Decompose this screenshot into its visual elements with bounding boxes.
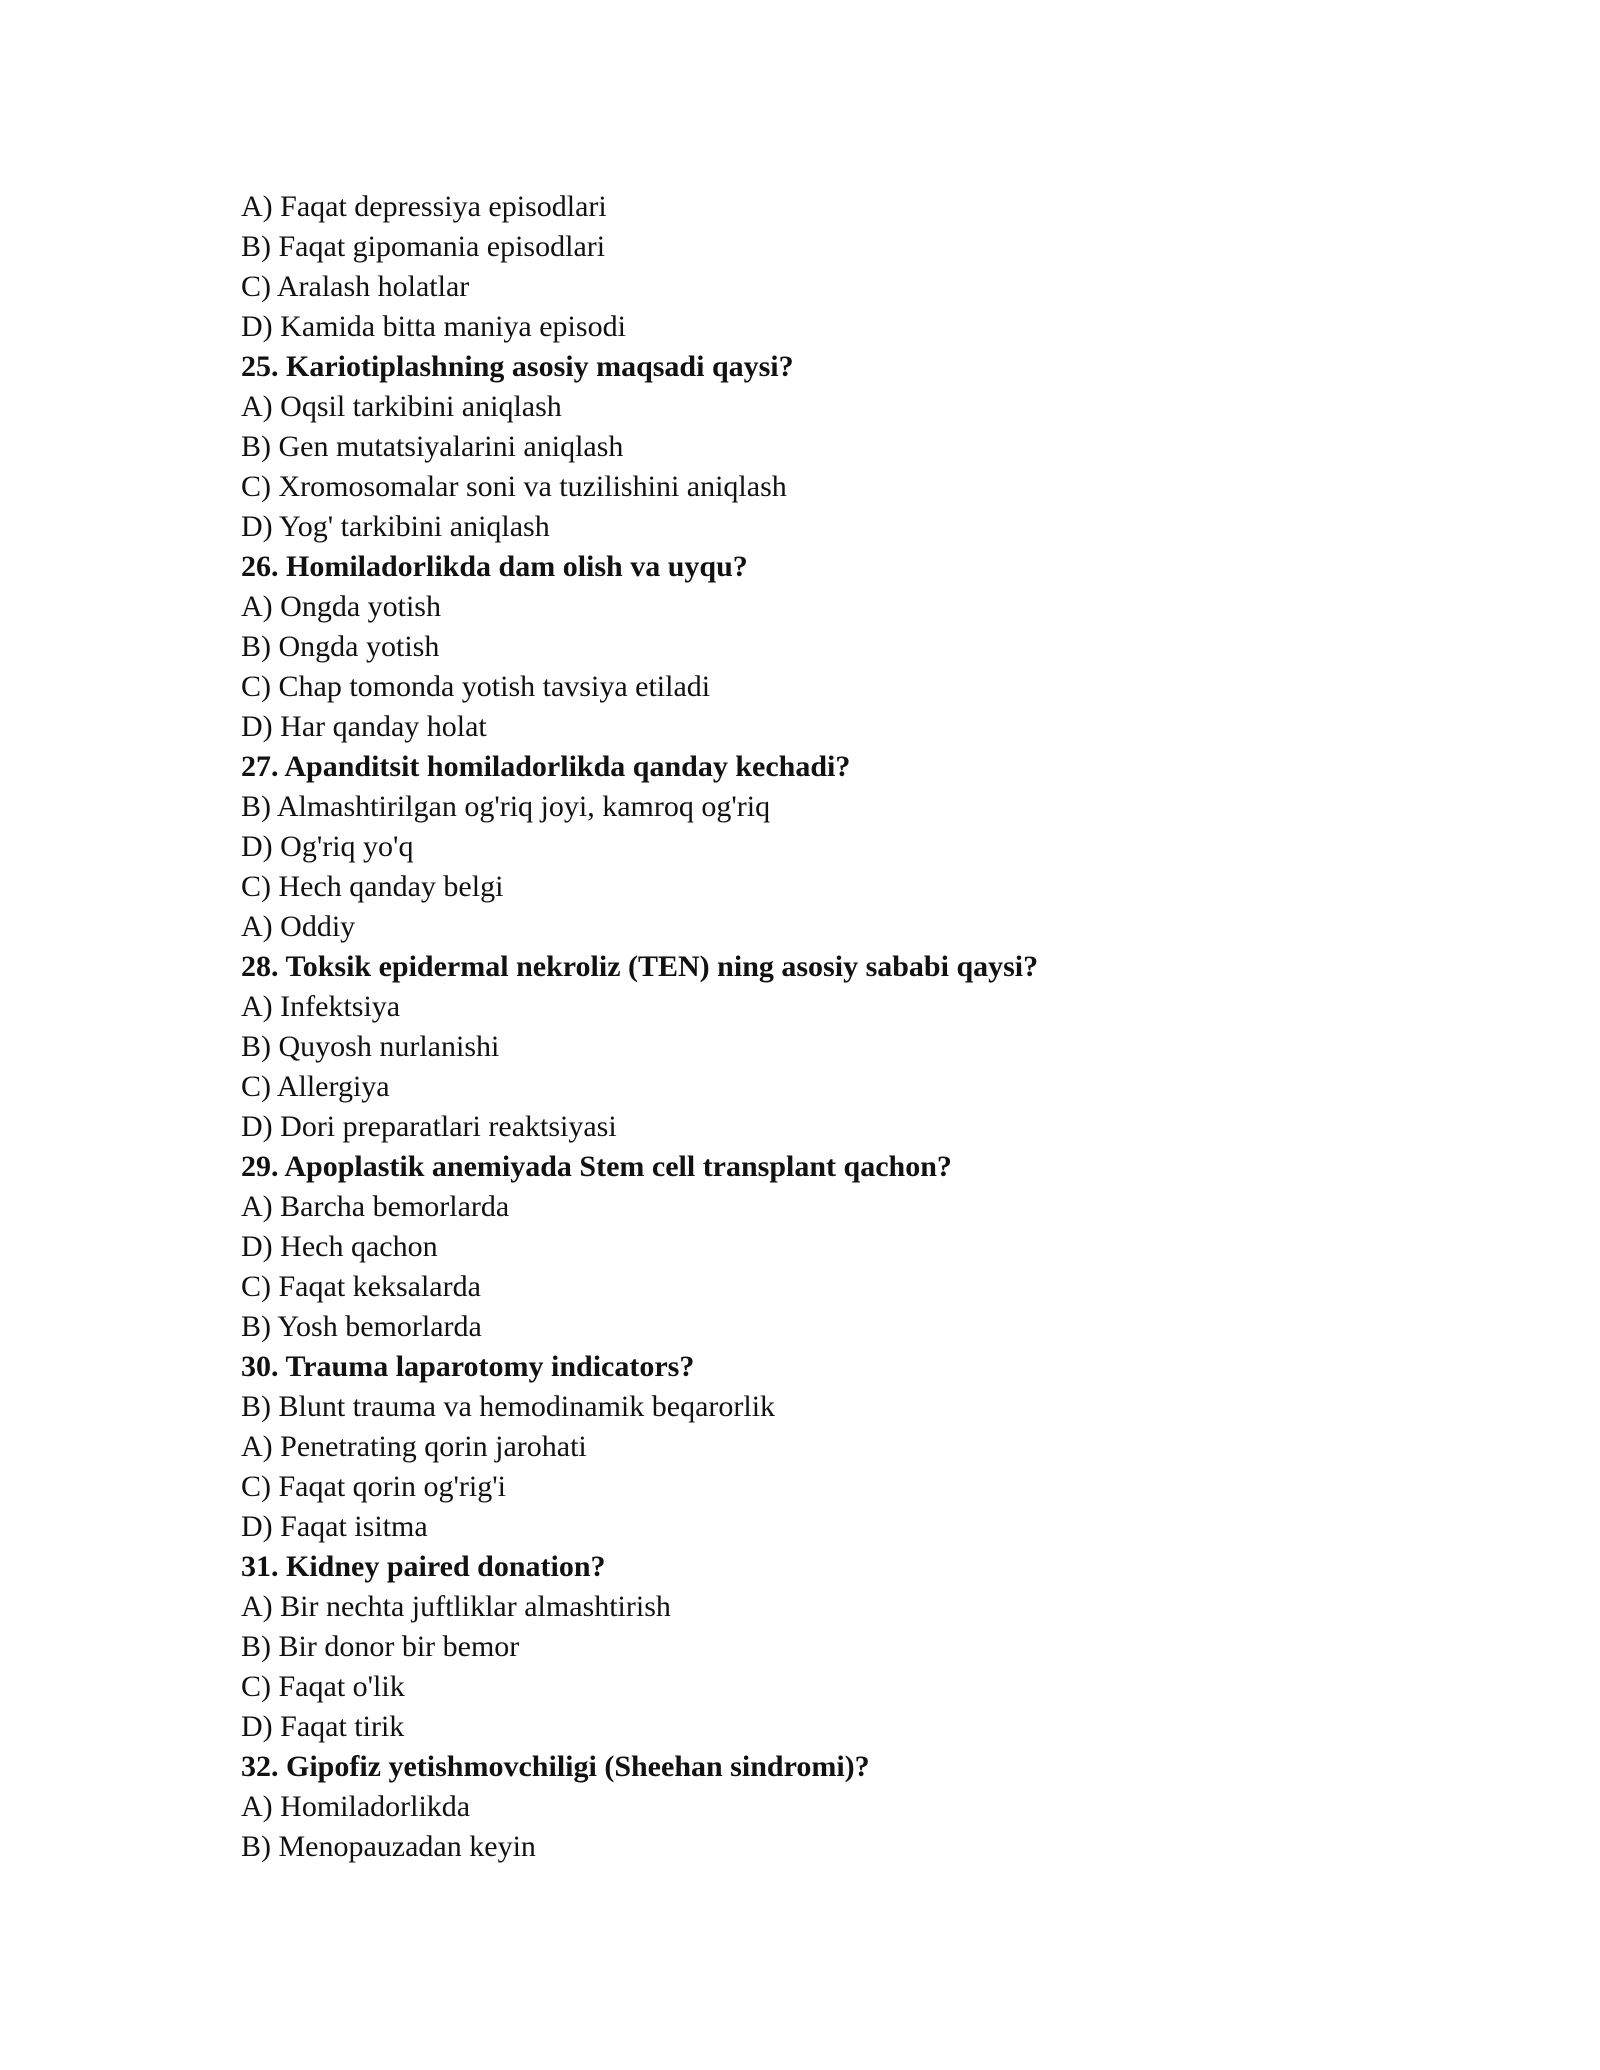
answer-option: B) Faqat gipomania episodlari — [241, 230, 606, 263]
answer-option: D) Hech qachon — [241, 1230, 438, 1263]
answer-option: D) Kamida bitta maniya episodi — [241, 310, 626, 343]
answer-option: B) Menopauzadan keyin — [241, 1830, 536, 1863]
question-title: 27. Apanditsit homiladorlikda qanday kechadi? — [241, 750, 851, 783]
question-block-28 — [241, 947, 1441, 1147]
answer-option: C) Allergiya — [241, 1070, 390, 1103]
question-block-32 — [241, 1747, 1441, 1867]
answer-option: B) Almashtirilgan og'riq joyi, kamroq og'riq — [241, 790, 771, 823]
answer-option: B) Yosh bemorlarda — [241, 1310, 482, 1343]
answer-option: A) Penetrating qorin jarohati — [241, 1430, 587, 1463]
answer-option: A) Bir nechta juftliklar almashtirish — [241, 1590, 671, 1623]
question-block-25 — [241, 347, 1441, 547]
answer-option: C) Hech qanday belgi — [241, 870, 504, 903]
question-block-31 — [241, 1547, 1441, 1747]
question-title: 28. Toksik epidermal nekroliz (TEN) ning asosiy sababi qaysi? — [241, 950, 1039, 983]
question-title: 31. Kidney paired donation? — [241, 1550, 606, 1583]
answer-option: D) Faqat tirik — [241, 1710, 405, 1743]
answer-option: C) Faqat o'lik — [241, 1670, 405, 1703]
answer-option: C) Chap tomonda yotish tavsiya etiladi — [241, 670, 711, 703]
answer-option: A) Ongda yotish — [241, 590, 441, 623]
answer-option: A) Faqat depressiya episodlari — [241, 190, 607, 223]
question-title: 25. Kariotiplashning asosiy maqsadi qaysi? — [241, 350, 794, 383]
answer-option: C) Xromosomalar soni va tuzilishini aniqlash — [241, 470, 787, 503]
answer-option: D) Faqat isitma — [241, 1510, 428, 1543]
answer-option: A) Barcha bemorlarda — [241, 1190, 510, 1223]
quiz-content — [241, 187, 1441, 1867]
question-block-30 — [241, 1347, 1441, 1547]
question-block-29 — [241, 1147, 1441, 1347]
answer-option: A) Oqsil tarkibini aniqlash — [241, 390, 562, 423]
lead-options — [241, 187, 1441, 347]
answer-option: D) Og'riq yo'q — [241, 830, 414, 863]
question-title: 26. Homiladorlikda dam olish va uyqu? — [241, 550, 748, 583]
answer-option: D) Dori preparatlari reaktsiyasi — [241, 1110, 617, 1143]
answer-option: B) Ongda yotish — [241, 630, 440, 663]
question-block-26 — [241, 547, 1441, 747]
question-title: 29. Apoplastik anemiyada Stem cell transplant qachon? — [241, 1150, 952, 1183]
answer-option: A) Oddiy — [241, 910, 356, 943]
answer-option: A) Homiladorlikda — [241, 1790, 471, 1823]
question-title: 32. Gipofiz yetishmovchiligi (Sheehan sindromi)? — [241, 1750, 870, 1783]
question-title: 30. Trauma laparotomy indicators? — [241, 1350, 695, 1383]
answer-option: C) Faqat qorin og'rig'i — [241, 1470, 506, 1503]
answer-option: D) Har qanday holat — [241, 710, 487, 743]
answer-option: A) Infektsiya — [241, 990, 401, 1023]
answer-option: B) Gen mutatsiyalarini aniqlash — [241, 430, 624, 463]
answer-option: B) Bir donor bir bemor — [241, 1630, 520, 1663]
answer-option: B) Blunt trauma va hemodinamik beqarorlik — [241, 1390, 776, 1423]
answer-option: C) Faqat keksalarda — [241, 1270, 481, 1303]
question-block-27 — [241, 747, 1441, 947]
answer-option: B) Quyosh nurlanishi — [241, 1030, 500, 1063]
answer-option: D) Yog' tarkibini aniqlash — [241, 510, 550, 543]
answer-option: C) Aralash holatlar — [241, 270, 470, 303]
